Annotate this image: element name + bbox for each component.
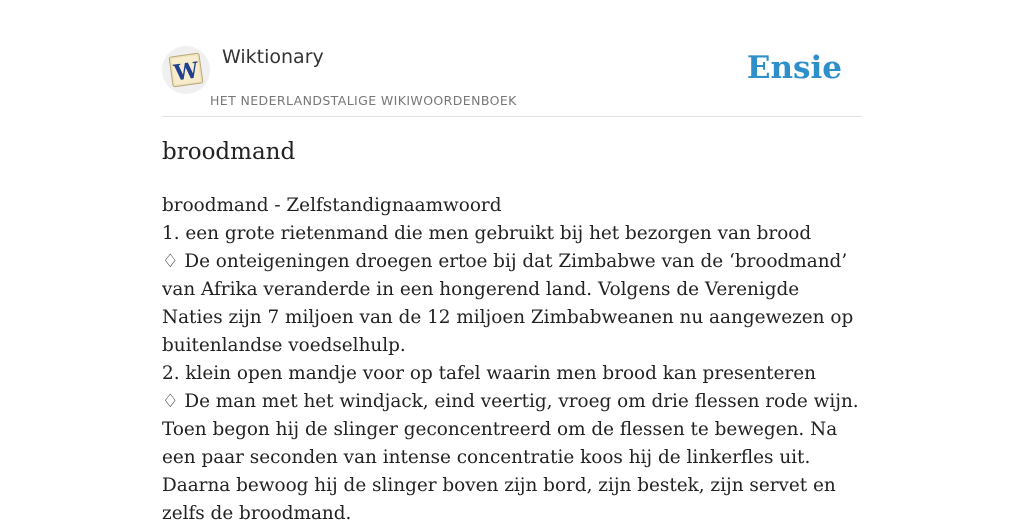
entry-heading-line: broodmand - Zelfstandignaamwoord [162, 195, 502, 216]
example-2: ♢ De man met het windjack, eind veertig, vroeg om drie flessen rode wijn. Toen begon hij de slinger geconcentreerd om de flessen te bewegen. Na een paar seconden van intense concentratie koos hij de linkerfles uit. Daarna bewoog hij de slinger boven zijn bord, zijn bestek, zijn servet en zelfs de broodmand. [162, 391, 859, 524]
source-subtitle: HET NEDERLANDSTALIGE WIKIWOORDENBOEK [210, 93, 517, 108]
source-name[interactable]: Wiktionary [222, 46, 324, 68]
wiktionary-tile-icon [162, 46, 210, 94]
entry-title: broodmand [162, 139, 296, 165]
page-container [162, 0, 862, 524]
brand-logo[interactable]: Ensie [746, 50, 842, 86]
definition-2: 2. klein open mandje voor op tafel waarin men brood kan presenteren [162, 363, 816, 384]
definition-1: 1. een grote rietenmand die men gebruikt bij het bezorgen van brood [162, 223, 812, 244]
logo-letter: W [172, 57, 201, 87]
wiktionary-logo[interactable] [162, 46, 210, 94]
header [162, 0, 862, 117]
entry-content [162, 192, 862, 528]
example-1: ♢ De onteigeningen droegen ertoe bij dat Zimbabwe van de ‘broodmand’ van Afrika veranderde in een hongerend land. Volgens de Verenigde Naties zijn 7 miljoen van de 12 miljoen Zimbabweanen nu aangewezen op buitenlandse voedselhulp. [162, 251, 854, 356]
